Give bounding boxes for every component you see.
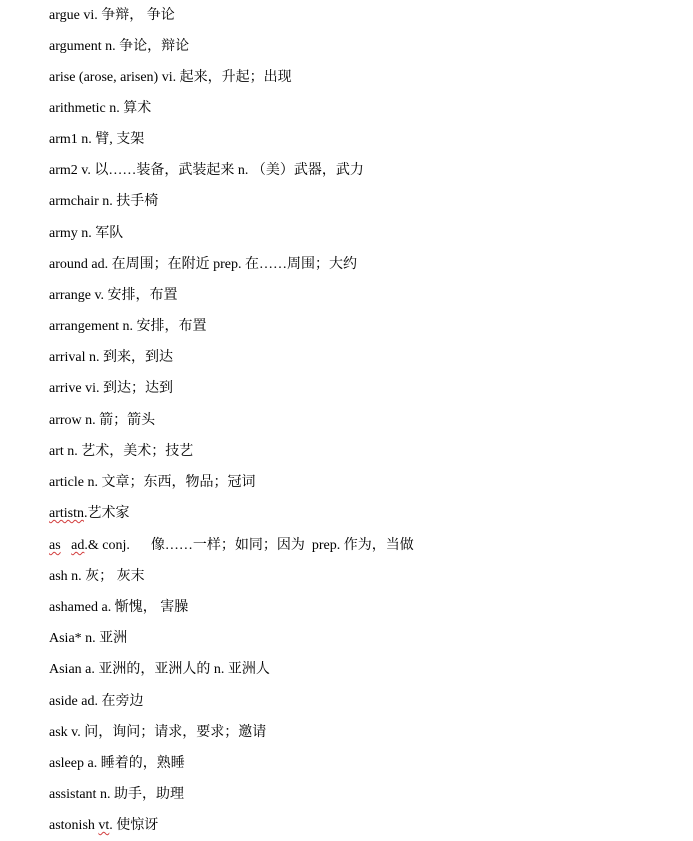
entry-asleep: asleep a. 睡着的，熟睡 bbox=[49, 756, 185, 771]
entry-art: art n. 艺术，美术；技艺 bbox=[49, 444, 194, 459]
entry-arithmetic: arithmetic n. 算术 bbox=[49, 101, 152, 116]
entry-ask: ask v. 问，询问；请求，要求；邀请 bbox=[49, 725, 267, 740]
entry-arise: arise (arose, arisen) vi. 起来，升起；出现 bbox=[49, 70, 292, 85]
entry-asian: Asian a. 亚洲的，亚洲人的 n. 亚洲人 bbox=[49, 662, 270, 677]
entry-argument: argument n. 争论，辩论 bbox=[49, 39, 190, 54]
entry-ash: ash n. 灰； 灰末 bbox=[49, 569, 145, 584]
entry-definition: .& conj. 像……一样；如同；因为 prep. 作为，当做 bbox=[84, 538, 414, 553]
entry-word: astonish bbox=[49, 818, 99, 833]
entry-asia: Asia* n. 亚洲 bbox=[49, 631, 128, 646]
entry-astonish bbox=[49, 817, 158, 835]
entry-spacer bbox=[61, 538, 72, 553]
entry-argue: argue vi. 争辩， 争论 bbox=[49, 8, 175, 23]
entry-around: around ad. 在周围；在附近 prep. 在……周围；大约 bbox=[49, 257, 357, 272]
entry-arrangement: arrangement n. 安排，布置 bbox=[49, 319, 207, 334]
entry-artist bbox=[49, 505, 130, 523]
spellcheck-word: as bbox=[49, 538, 61, 553]
entry-assistant: assistant n. 助手，助理 bbox=[49, 787, 184, 802]
entry-arm1: arm1 n. 臂, 支架 bbox=[49, 132, 145, 147]
spellcheck-word: ad bbox=[71, 538, 85, 553]
entry-arm2: arm2 v. 以……装备，武装起来 n. （美）武器，武力 bbox=[49, 163, 364, 178]
entry-arrange: arrange v. 安排，布置 bbox=[49, 288, 178, 303]
entry-definition: . 使惊讶 bbox=[109, 818, 159, 833]
entry-arrival: arrival n. 到来，到达 bbox=[49, 350, 174, 365]
entry-definition: .艺术家 bbox=[84, 506, 130, 521]
entry-arrow: arrow n. 箭；箭头 bbox=[49, 413, 156, 428]
entry-armchair: armchair n. 扶手椅 bbox=[49, 194, 159, 209]
spellcheck-word: vt bbox=[98, 818, 110, 833]
entry-ashamed: ashamed a. 惭愧， 害臊 bbox=[49, 600, 189, 615]
entry-army: army n. 军队 bbox=[49, 226, 124, 241]
spellcheck-word: artistn bbox=[49, 506, 84, 521]
entry-aside: aside ad. 在旁边 bbox=[49, 694, 144, 709]
entry-article: article n. 文章；东西，物品；冠词 bbox=[49, 475, 256, 490]
entry-as bbox=[49, 537, 414, 555]
entry-arrive: arrive vi. 到达；达到 bbox=[49, 381, 174, 396]
